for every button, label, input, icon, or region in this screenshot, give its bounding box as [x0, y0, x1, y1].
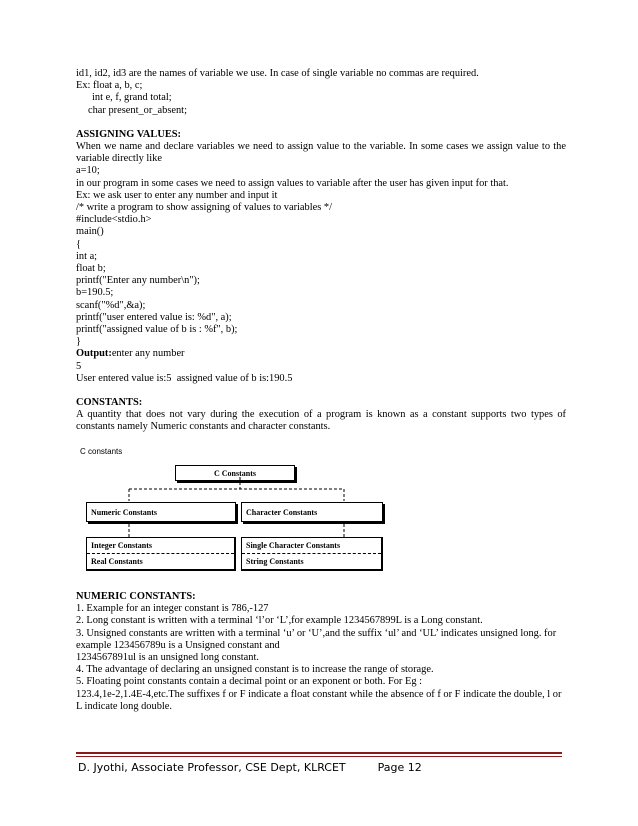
- assign-paragraph: When we name and declare variables we need to assign value to the variable. In some cases we assign value to the variable directly like: [76, 141, 566, 165]
- code-line: {: [76, 238, 81, 250]
- output-text: enter any number: [111, 348, 185, 360]
- code-line: printf("assigned value of b is : %f", b);: [76, 324, 238, 336]
- diagram-caption: C constants: [80, 447, 123, 456]
- code-line: /* write a program to show assigning of values to variables */: [76, 202, 332, 214]
- list-item: 1. Example for an integer constant is 786,-127: [76, 603, 269, 615]
- text-line: in our program in some cases we need to assign values to variable after the user has given input for that.: [76, 177, 509, 189]
- output-line: [76, 348, 566, 360]
- code-line: printf("user entered value is: %d", a);: [76, 311, 232, 323]
- code-line: float b;: [76, 263, 106, 275]
- character-label: Character Constants: [246, 507, 318, 517]
- constants-paragraph: A quantity that does not vary during the execution of a program is known as a constant supports two types of constants namely Numeric constants and character constants.: [76, 409, 566, 433]
- list-item: 5. Floating point constants contain a decimal point or an exponent or both. For Eg :: [76, 676, 423, 688]
- code-line: a=10;: [76, 165, 100, 177]
- numeric-section: [76, 591, 566, 713]
- single-char-label: Single Character Constants: [242, 538, 381, 554]
- constants-diagram: [76, 447, 506, 577]
- intro-line: id1, id2, id3 are the names of variable we use. In case of single variable no commas are required.: [76, 68, 479, 79]
- root-box: [175, 465, 295, 481]
- code-line: int e, f, grand total;: [92, 92, 172, 104]
- character-children-box: [241, 537, 383, 571]
- string-label: String Constants: [246, 556, 304, 566]
- code-line: printf("Enter any number\n");: [76, 275, 200, 287]
- numeric-children-box: [86, 537, 236, 571]
- section-heading-constants: CONSTANTS:: [76, 397, 143, 409]
- integer-label: Integer Constants: [87, 538, 234, 554]
- code-line: main(): [76, 226, 104, 238]
- root-label: C Constants: [213, 468, 256, 478]
- text-line: Ex: we ask user to enter any number and input it: [76, 189, 278, 201]
- code-line: int a;: [76, 250, 98, 262]
- section-heading-assigning: ASSIGNING VALUES:: [76, 128, 182, 140]
- code-line: }: [76, 336, 81, 348]
- list-item: 4. The advantage of declaring an unsigned constant is to increase the range of storage.: [76, 664, 434, 676]
- footer-divider: [76, 756, 562, 757]
- list-item: 2. Long constant is written with a terminal ‘l’or ‘L’,for example 1234567899L is a Long constant.: [76, 615, 483, 627]
- code-line: #include<stdio.h>: [76, 214, 152, 226]
- section-heading-numeric: NUMERIC CONSTANTS:: [76, 591, 196, 602]
- list-item: 123.4,1e-2,1.4E-4,etc.The suffixes f or F indicate a float constant while the absence of f or F indicate the double, l or L indicate long double.: [76, 688, 562, 712]
- code-line: char present_or_absent;: [88, 104, 187, 116]
- numeric-label: Numeric Constants: [91, 507, 157, 517]
- page-body: [76, 68, 566, 434]
- output-line: 5: [76, 360, 82, 372]
- numeric-box: [86, 502, 236, 522]
- list-item: 3. Unsigned constants are written with a terminal ‘u’ or ‘U’,and the suffix ‘ul’ and ‘UL’ indicates unsigned long. for example 123456789u is a Unsigned constant and: [76, 627, 557, 651]
- character-box: [241, 502, 383, 522]
- output-label: Output:: [76, 348, 112, 360]
- page-number: Page 12: [377, 761, 422, 774]
- output-line: User entered value is:5 assigned value of b is:190.5: [76, 372, 293, 384]
- footer-divider: [76, 752, 562, 754]
- real-label: Real Constants: [91, 556, 143, 566]
- code-line: b=190.5;: [76, 287, 114, 299]
- code-line: scanf("%d",&a);: [76, 299, 146, 311]
- footer-author: D. Jyothi, Associate Professor, CSE Dept, KLRCET: [78, 761, 346, 774]
- page-footer: [78, 761, 422, 774]
- list-item: 1234567891ul is an unsigned long constant.: [76, 652, 259, 664]
- intro-line: Ex: float a, b, c;: [76, 80, 143, 92]
